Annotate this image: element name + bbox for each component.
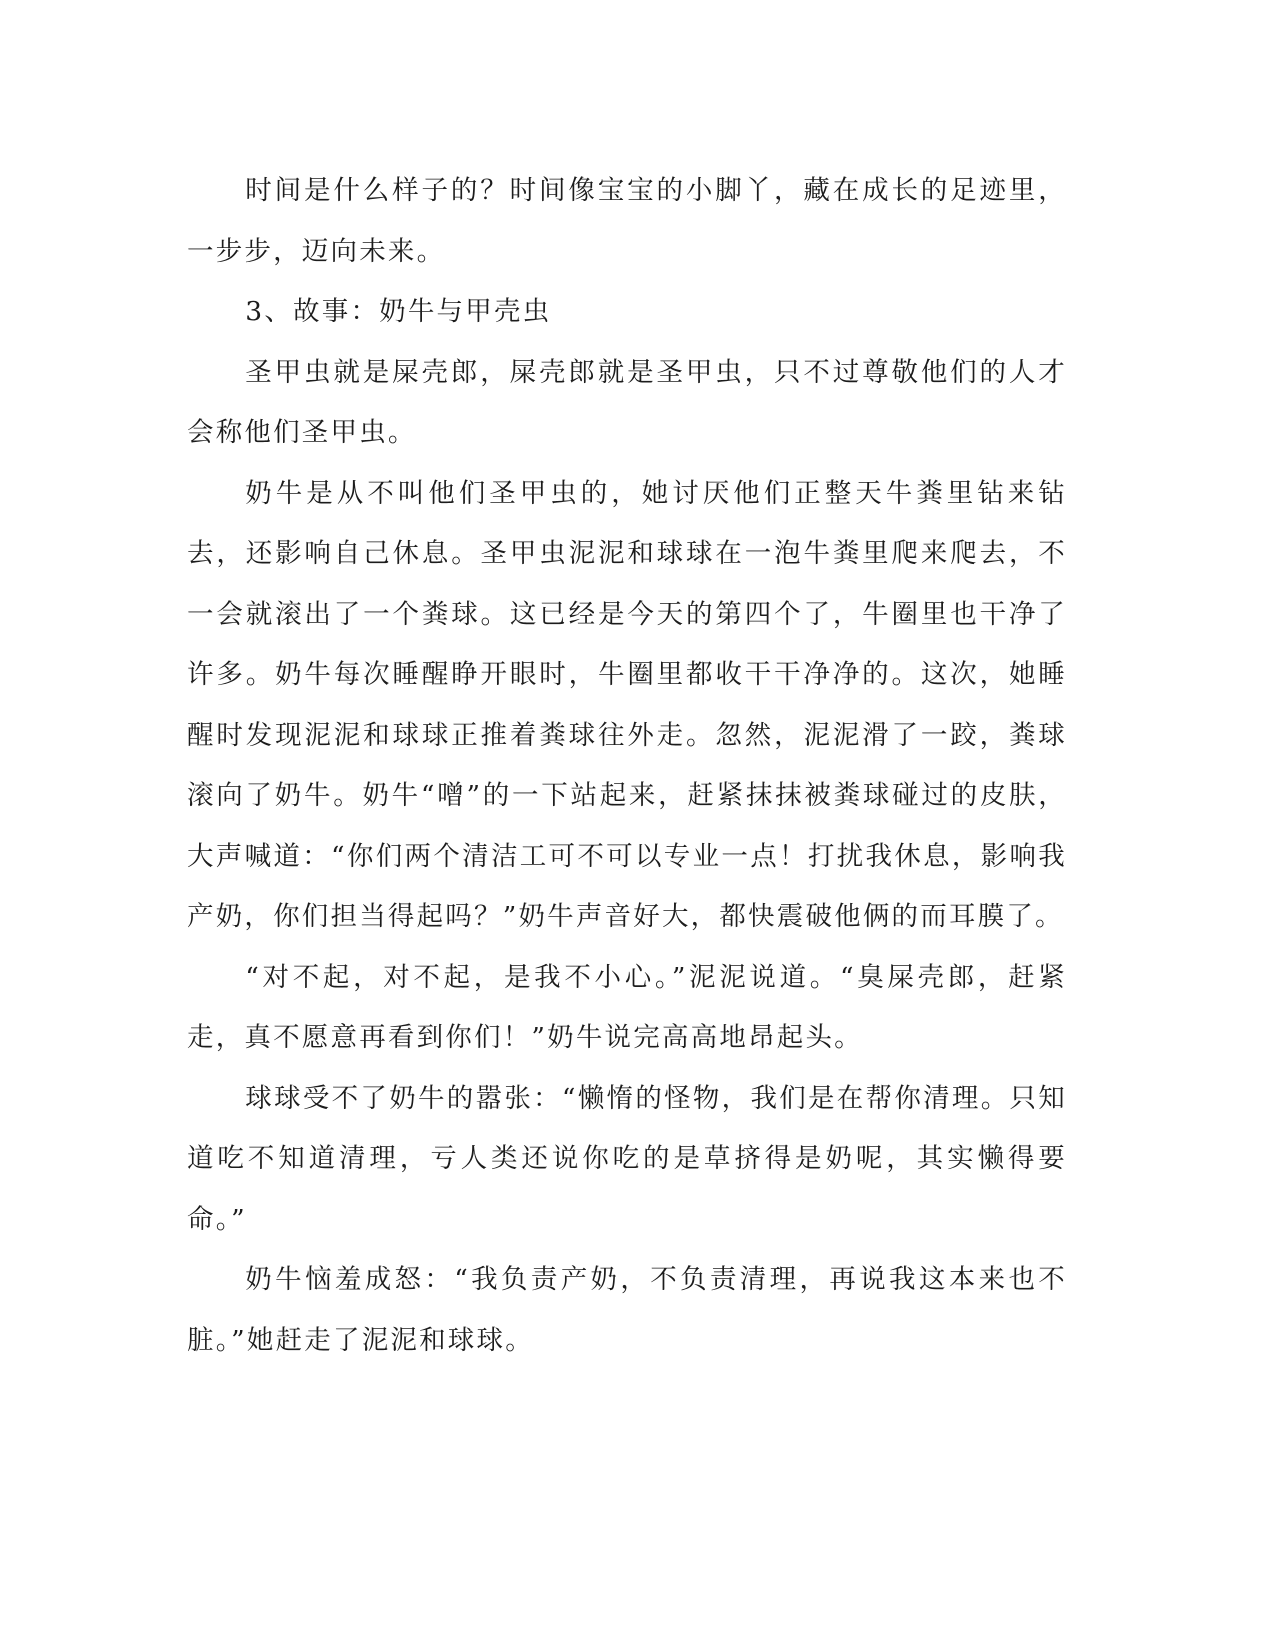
paragraph-scarab-intro: 圣甲虫就是屎壳郎，屎壳郎就是圣甲虫，只不过尊敬他们的人才会称他们圣甲虫。 bbox=[187, 356, 1067, 448]
paragraph-time: 时间是什么样子的？时间像宝宝的小脚丫，藏在成长的足迹里，一步步，迈向未来。 bbox=[187, 175, 1067, 267]
paragraph-cow-story: 奶牛是从不叫他们圣甲虫的，她讨厌他们正整天牛粪里钻来钻去，还影响自己休息。圣甲虫泥泥和球球在一泡牛粪里爬来爬去，不一会就滚出了一个粪球。这已经是今天的第四个了，牛圈里也干净了许多。奶牛每次睡醒睁开眼时，牛圈里都收干干净净的。这次，她睡醒时发现泥泥和球球正推着粪球往外走。忽然，泥泥滑了一跤，粪球滚向了奶牛。奶牛“噌”的一下站起来，赶紧抹抹被粪球碰过的皮肤，大声喊道：“你们两个清洁工可不可以专业一点！打扰我休息，影响我产奶，你们担当得起吗？”奶牛声音好大，都快震破他俩的而耳膜了。 bbox=[187, 477, 1067, 932]
paragraph-cow-angry: 奶牛恼羞成怒：“我负责产奶，不负责清理，再说我这本来也不脏。”她赶走了泥泥和球球。 bbox=[187, 1264, 1067, 1356]
section-heading-story: 3、故事：奶牛与甲壳虫 bbox=[245, 296, 552, 327]
document-body bbox=[187, 161, 1067, 1371]
paragraph-qiuqiu-reply: 球球受不了奶牛的嚣张：“懒惰的怪物，我们是在帮你清理。只知道吃不知道清理，亏人类还说你吃的是草挤得是奶呢，其实懒得要命。” bbox=[187, 1082, 1067, 1235]
paragraph-apology: “对不起，对不起，是我不小心。”泥泥说道。“臭屎壳郎，赶紧走，真不愿意再看到你们！”奶牛说完高高地昂起头。 bbox=[187, 961, 1067, 1053]
